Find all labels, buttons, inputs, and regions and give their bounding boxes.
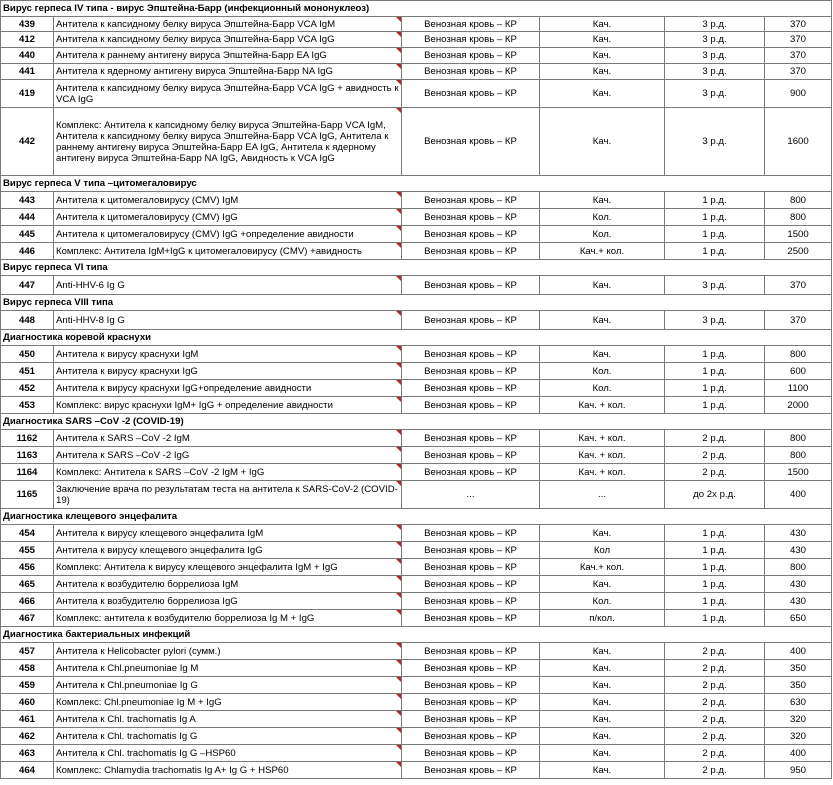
test-term: 2 р.д. bbox=[665, 728, 765, 745]
test-code: 446 bbox=[1, 243, 54, 260]
test-term: 3 р.д. bbox=[665, 80, 765, 108]
test-term: 1 р.д. bbox=[665, 209, 765, 226]
test-method: Кач. bbox=[540, 32, 665, 48]
test-material: Венозная кровь – КР bbox=[402, 593, 540, 610]
test-method: Кач. bbox=[540, 525, 665, 542]
test-method: Кач. bbox=[540, 276, 665, 295]
test-method: Кач. bbox=[540, 64, 665, 80]
test-term: до 2х р.д. bbox=[665, 481, 765, 509]
table-row bbox=[1, 380, 832, 397]
test-material: Венозная кровь – КР bbox=[402, 80, 540, 108]
test-code: 419 bbox=[1, 80, 54, 108]
test-term: 3 р.д. bbox=[665, 311, 765, 330]
test-term: 1 р.д. bbox=[665, 243, 765, 260]
test-price: 630 bbox=[765, 694, 832, 711]
test-price: 370 bbox=[765, 64, 832, 80]
test-price: 1100 bbox=[765, 380, 832, 397]
test-material: Венозная кровь – КР bbox=[402, 48, 540, 64]
test-term: 1 р.д. bbox=[665, 226, 765, 243]
test-price: 800 bbox=[765, 209, 832, 226]
test-method: Кач. bbox=[540, 762, 665, 779]
test-material: Венозная кровь – КР bbox=[402, 464, 540, 481]
test-material: Венозная кровь – КР bbox=[402, 542, 540, 559]
test-price: 400 bbox=[765, 643, 832, 660]
test-code: 1162 bbox=[1, 430, 54, 447]
test-term: 2 р.д. bbox=[665, 745, 765, 762]
table-row bbox=[1, 576, 832, 593]
table-row bbox=[1, 397, 832, 414]
test-method: Кол bbox=[540, 542, 665, 559]
test-price: 430 bbox=[765, 576, 832, 593]
test-price: 800 bbox=[765, 559, 832, 576]
test-method: Кач. bbox=[540, 48, 665, 64]
test-term: 3 р.д. bbox=[665, 108, 765, 176]
test-material: Венозная кровь – КР bbox=[402, 243, 540, 260]
table-row bbox=[1, 64, 832, 80]
test-method: п/кол. bbox=[540, 610, 665, 627]
table-row bbox=[1, 610, 832, 627]
test-code: 1163 bbox=[1, 447, 54, 464]
test-term: 2 р.д. bbox=[665, 677, 765, 694]
test-price: 950 bbox=[765, 762, 832, 779]
test-code: 457 bbox=[1, 643, 54, 660]
test-name: Комплекс: Chlamydia trachomatis Ig A+ Ig G + HSP60 bbox=[54, 762, 402, 779]
test-code: 456 bbox=[1, 559, 54, 576]
test-material: Венозная кровь – КР bbox=[402, 711, 540, 728]
test-method: Кач. bbox=[540, 80, 665, 108]
table-row bbox=[1, 48, 832, 64]
test-method: Кач. bbox=[540, 694, 665, 711]
test-code: 448 bbox=[1, 311, 54, 330]
test-name: Комплекс: Антитела к SARS –CoV -2 IgM + IgG bbox=[54, 464, 402, 481]
test-name: Комплекс: антитела к возбудителю боррелиоза Ig M + IgG bbox=[54, 610, 402, 627]
test-material: Венозная кровь – КР bbox=[402, 32, 540, 48]
test-method: Кач. bbox=[540, 192, 665, 209]
section-blank-cell bbox=[765, 509, 832, 525]
test-price: 1500 bbox=[765, 226, 832, 243]
test-code: 459 bbox=[1, 677, 54, 694]
table-row bbox=[1, 276, 832, 295]
test-method: Кол. bbox=[540, 380, 665, 397]
test-code: 453 bbox=[1, 397, 54, 414]
table-row bbox=[1, 430, 832, 447]
test-code: 442 bbox=[1, 108, 54, 176]
section-header bbox=[1, 176, 832, 192]
test-code: 464 bbox=[1, 762, 54, 779]
test-price: 400 bbox=[765, 481, 832, 509]
table-row bbox=[1, 593, 832, 610]
test-term: 2 р.д. bbox=[665, 430, 765, 447]
section-header bbox=[1, 295, 832, 311]
test-method: Кач. bbox=[540, 745, 665, 762]
test-method: Кол. bbox=[540, 226, 665, 243]
test-method: Кач. bbox=[540, 677, 665, 694]
test-method: Кач. bbox=[540, 311, 665, 330]
test-term: 3 р.д. bbox=[665, 276, 765, 295]
test-code: 466 bbox=[1, 593, 54, 610]
table-row bbox=[1, 209, 832, 226]
test-name: Комплекс: Антитела к капсидному белку вируса Эпштейна-Барр VCA IgM, Антитела к капсидному белку вируса Эпштейна-Барр VCA IgG, Антитела к раннему антигену вируса Эпштейна-Барр EA IgG, Антитела к ядерному антигену вируса Эпштейна-Барр NA IgG, Авидность к VCA IgG bbox=[54, 108, 402, 176]
test-price: 1500 bbox=[765, 464, 832, 481]
test-name: Антитела к Chl.pneumoniae Ig M bbox=[54, 660, 402, 677]
test-price: 800 bbox=[765, 346, 832, 363]
section-blank-cell bbox=[765, 414, 832, 430]
test-term: 2 р.д. bbox=[665, 762, 765, 779]
test-name: Антитела к раннему антигену вируса Эпштейна-Барр EA IgG bbox=[54, 48, 402, 64]
table-row bbox=[1, 311, 832, 330]
test-price: 320 bbox=[765, 711, 832, 728]
table-row bbox=[1, 226, 832, 243]
test-price: 400 bbox=[765, 745, 832, 762]
test-method: Кач. bbox=[540, 346, 665, 363]
table-row bbox=[1, 542, 832, 559]
test-method: Кач. bbox=[540, 108, 665, 176]
test-price: 320 bbox=[765, 728, 832, 745]
test-code: 451 bbox=[1, 363, 54, 380]
test-method: Кач.+ кол. bbox=[540, 559, 665, 576]
section-header bbox=[1, 330, 832, 346]
table-row bbox=[1, 243, 832, 260]
test-price: 2500 bbox=[765, 243, 832, 260]
table-row bbox=[1, 17, 832, 32]
test-name: Антитела к Chl.pneumoniae Ig G bbox=[54, 677, 402, 694]
test-name: Антитела к Chl. trachomatis Ig G bbox=[54, 728, 402, 745]
test-code: 467 bbox=[1, 610, 54, 627]
test-price: 900 bbox=[765, 80, 832, 108]
test-term: 2 р.д. bbox=[665, 464, 765, 481]
table-row bbox=[1, 108, 832, 176]
test-term: 1 р.д. bbox=[665, 576, 765, 593]
test-material: Венозная кровь – КР bbox=[402, 346, 540, 363]
test-code: 443 bbox=[1, 192, 54, 209]
test-method: Кач. + кол. bbox=[540, 397, 665, 414]
test-price: 370 bbox=[765, 311, 832, 330]
test-material: Венозная кровь – КР bbox=[402, 17, 540, 32]
test-material: Венозная кровь – КР bbox=[402, 276, 540, 295]
test-name: Антитела к возбудителю боррелиоза IgM bbox=[54, 576, 402, 593]
test-code: 454 bbox=[1, 525, 54, 542]
table-row bbox=[1, 745, 832, 762]
test-price: 600 bbox=[765, 363, 832, 380]
section-blank-cell bbox=[765, 295, 832, 311]
test-price: 370 bbox=[765, 48, 832, 64]
test-material: Венозная кровь – КР bbox=[402, 525, 540, 542]
table-row bbox=[1, 363, 832, 380]
test-term: 1 р.д. bbox=[665, 380, 765, 397]
section-blank-cell bbox=[765, 1, 832, 17]
section-header bbox=[1, 627, 832, 643]
test-code: 444 bbox=[1, 209, 54, 226]
section-blank-cell bbox=[765, 176, 832, 192]
test-name: Комплекс: вирус краснухи IgM+ IgG + определение авидности bbox=[54, 397, 402, 414]
test-name: Антитела к капсидному белку вируса Эпштейна-Барр VCA IgM bbox=[54, 17, 402, 32]
test-code: 441 bbox=[1, 64, 54, 80]
test-name: Антитела к SARS –CoV -2 IgM bbox=[54, 430, 402, 447]
test-term: 1 р.д. bbox=[665, 363, 765, 380]
test-code: 450 bbox=[1, 346, 54, 363]
test-method: Кач. bbox=[540, 660, 665, 677]
test-code: 452 bbox=[1, 380, 54, 397]
test-code: 462 bbox=[1, 728, 54, 745]
table-row bbox=[1, 464, 832, 481]
test-method: Кол. bbox=[540, 593, 665, 610]
test-code: 1165 bbox=[1, 481, 54, 509]
table-row bbox=[1, 660, 832, 677]
table-row bbox=[1, 525, 832, 542]
table-row bbox=[1, 677, 832, 694]
section-blank-cell bbox=[765, 260, 832, 276]
test-name: Антитела к вирусу клещевого энцефалита IgG bbox=[54, 542, 402, 559]
section-header bbox=[1, 260, 832, 276]
test-price: 430 bbox=[765, 525, 832, 542]
test-code: 460 bbox=[1, 694, 54, 711]
test-material: Венозная кровь – КР bbox=[402, 447, 540, 464]
test-method: Кач. bbox=[540, 711, 665, 728]
price-list-body bbox=[1, 1, 832, 779]
test-material: Венозная кровь – КР bbox=[402, 643, 540, 660]
test-material: Венозная кровь – КР bbox=[402, 64, 540, 80]
test-price: 370 bbox=[765, 17, 832, 32]
test-code: 439 bbox=[1, 17, 54, 32]
test-name: Антитела к капсидному белку вируса Эпштейна-Барр VCA IgG bbox=[54, 32, 402, 48]
test-price: 370 bbox=[765, 32, 832, 48]
test-name: Заключение врача по результатам теста на антитела к SARS-CoV-2 (COVID-19) bbox=[54, 481, 402, 509]
test-material: Венозная кровь – КР bbox=[402, 363, 540, 380]
section-title: Диагностика коревой краснухи bbox=[1, 330, 765, 346]
test-name: Антитела к цитомегаловирусу (CMV) IgG +определение авидности bbox=[54, 226, 402, 243]
table-row bbox=[1, 32, 832, 48]
table-row bbox=[1, 711, 832, 728]
section-blank-cell bbox=[765, 330, 832, 346]
test-method: Кол. bbox=[540, 363, 665, 380]
test-term: 1 р.д. bbox=[665, 610, 765, 627]
test-term: 1 р.д. bbox=[665, 559, 765, 576]
test-material: Венозная кровь – КР bbox=[402, 311, 540, 330]
test-name: Антитела к Chl. trachomatis Ig A bbox=[54, 711, 402, 728]
section-title: Диагностика бактериальных инфекций bbox=[1, 627, 765, 643]
test-code: 455 bbox=[1, 542, 54, 559]
test-term: 1 р.д. bbox=[665, 397, 765, 414]
test-term: 1 р.д. bbox=[665, 192, 765, 209]
test-name: Антитела к ядерному антигену вируса Эпштейна-Барр NA IgG bbox=[54, 64, 402, 80]
test-price: 350 bbox=[765, 660, 832, 677]
test-term: 2 р.д. bbox=[665, 643, 765, 660]
test-term: 3 р.д. bbox=[665, 48, 765, 64]
test-code: 465 bbox=[1, 576, 54, 593]
section-title: Вирус герпеса IV типа - вирус Эпштейна-Барр (инфекционный мононуклеоз) bbox=[1, 1, 765, 17]
test-material: Венозная кровь – КР bbox=[402, 108, 540, 176]
section-header bbox=[1, 509, 832, 525]
test-name: Антитела к Chl. trachomatis Ig G –HSP60 bbox=[54, 745, 402, 762]
test-term: 2 р.д. bbox=[665, 694, 765, 711]
table-row bbox=[1, 447, 832, 464]
test-price: 800 bbox=[765, 192, 832, 209]
test-method: Кол. bbox=[540, 209, 665, 226]
test-term: 1 р.д. bbox=[665, 593, 765, 610]
test-name: Антитела к вирусу краснухи IgG bbox=[54, 363, 402, 380]
test-material: Венозная кровь – КР bbox=[402, 745, 540, 762]
test-method: Кач. bbox=[540, 576, 665, 593]
test-code: 445 bbox=[1, 226, 54, 243]
test-term: 2 р.д. bbox=[665, 711, 765, 728]
test-material: Венозная кровь – КР bbox=[402, 660, 540, 677]
test-code: 447 bbox=[1, 276, 54, 295]
test-material: Венозная кровь – КР bbox=[402, 576, 540, 593]
test-method: Кач. bbox=[540, 643, 665, 660]
test-material: Венозная кровь – КР bbox=[402, 610, 540, 627]
table-row bbox=[1, 643, 832, 660]
test-code: 412 bbox=[1, 32, 54, 48]
section-title: Вирус герпеса VI типа bbox=[1, 260, 765, 276]
test-price: 2000 bbox=[765, 397, 832, 414]
section-blank-cell bbox=[765, 627, 832, 643]
test-material: ... bbox=[402, 481, 540, 509]
test-price: 370 bbox=[765, 276, 832, 295]
test-name: Anti-HHV-8 Ig G bbox=[54, 311, 402, 330]
test-name: Комплекс: Антитела к вирусу клещевого энцефалита IgM + IgG bbox=[54, 559, 402, 576]
section-title: Вирус герпеса V типа –цитомегаловирус bbox=[1, 176, 765, 192]
section-title: Вирус герпеса VIII типа bbox=[1, 295, 765, 311]
test-term: 3 р.д. bbox=[665, 64, 765, 80]
test-term: 3 р.д. bbox=[665, 17, 765, 32]
test-code: 461 bbox=[1, 711, 54, 728]
test-material: Венозная кровь – КР bbox=[402, 762, 540, 779]
test-material: Венозная кровь – КР bbox=[402, 209, 540, 226]
test-method: Кач. + кол. bbox=[540, 430, 665, 447]
table-row bbox=[1, 192, 832, 209]
section-title: Диагностика SARS –CoV -2 (COVID-19) bbox=[1, 414, 765, 430]
test-name: Антитела к вирусу клещевого энцефалита IgM bbox=[54, 525, 402, 542]
test-name: Антитела к Helicobacter pylori (сумм.) bbox=[54, 643, 402, 660]
test-name: Антитела к вирусу краснухи IgM bbox=[54, 346, 402, 363]
test-price: 430 bbox=[765, 593, 832, 610]
test-term: 1 р.д. bbox=[665, 525, 765, 542]
section-header bbox=[1, 1, 832, 17]
test-price: 1600 bbox=[765, 108, 832, 176]
test-name: Антитела к возбудителю боррелиоза IgG bbox=[54, 593, 402, 610]
test-name: Антитела к SARS –CoV -2 IgG bbox=[54, 447, 402, 464]
test-method: ... bbox=[540, 481, 665, 509]
test-name: Антитела к капсидному белку вируса Эпштейна-Барр VCA IgG + авидность к VCA IgG bbox=[54, 80, 402, 108]
table-row bbox=[1, 80, 832, 108]
table-row bbox=[1, 481, 832, 509]
test-term: 1 р.д. bbox=[665, 542, 765, 559]
test-price: 350 bbox=[765, 677, 832, 694]
test-code: 458 bbox=[1, 660, 54, 677]
test-price: 800 bbox=[765, 430, 832, 447]
test-name: Антитела к цитомегаловирусу (CMV) IgG bbox=[54, 209, 402, 226]
test-material: Венозная кровь – КР bbox=[402, 397, 540, 414]
table-row bbox=[1, 694, 832, 711]
test-material: Венозная кровь – КР bbox=[402, 380, 540, 397]
test-code: 1164 bbox=[1, 464, 54, 481]
test-term: 3 р.д. bbox=[665, 32, 765, 48]
test-material: Венозная кровь – КР bbox=[402, 192, 540, 209]
test-price: 800 bbox=[765, 447, 832, 464]
test-name: Комплекс: Chl.pneumoniae Ig M + IgG bbox=[54, 694, 402, 711]
test-material: Венозная кровь – КР bbox=[402, 694, 540, 711]
test-method: Кач. bbox=[540, 728, 665, 745]
test-name: Антитела к вирусу краснухи IgG+определение авидности bbox=[54, 380, 402, 397]
test-material: Венозная кровь – КР bbox=[402, 226, 540, 243]
test-term: 1 р.д. bbox=[665, 346, 765, 363]
table-row bbox=[1, 762, 832, 779]
test-term: 2 р.д. bbox=[665, 660, 765, 677]
table-row bbox=[1, 559, 832, 576]
table-row bbox=[1, 728, 832, 745]
test-material: Венозная кровь – КР bbox=[402, 728, 540, 745]
test-name: Комплекс: Антитела IgM+IgG к цитомегаловирусу (CMV) +авидность bbox=[54, 243, 402, 260]
test-material: Венозная кровь – КР bbox=[402, 677, 540, 694]
test-method: Кач. + кол. bbox=[540, 447, 665, 464]
test-price: 650 bbox=[765, 610, 832, 627]
test-material: Венозная кровь – КР bbox=[402, 430, 540, 447]
section-title: Диагностика клещевого энцефалита bbox=[1, 509, 765, 525]
test-material: Венозная кровь – КР bbox=[402, 559, 540, 576]
test-method: Кач. + кол. bbox=[540, 464, 665, 481]
test-method: Кач.+ кол. bbox=[540, 243, 665, 260]
test-method: Кач. bbox=[540, 17, 665, 32]
test-name: Anti-HHV-6 Ig G bbox=[54, 276, 402, 295]
test-code: 440 bbox=[1, 48, 54, 64]
section-header bbox=[1, 414, 832, 430]
test-name: Антитела к цитомегаловирусу (CMV) IgM bbox=[54, 192, 402, 209]
test-price: 430 bbox=[765, 542, 832, 559]
test-term: 2 р.д. bbox=[665, 447, 765, 464]
test-code: 463 bbox=[1, 745, 54, 762]
table-row bbox=[1, 346, 832, 363]
